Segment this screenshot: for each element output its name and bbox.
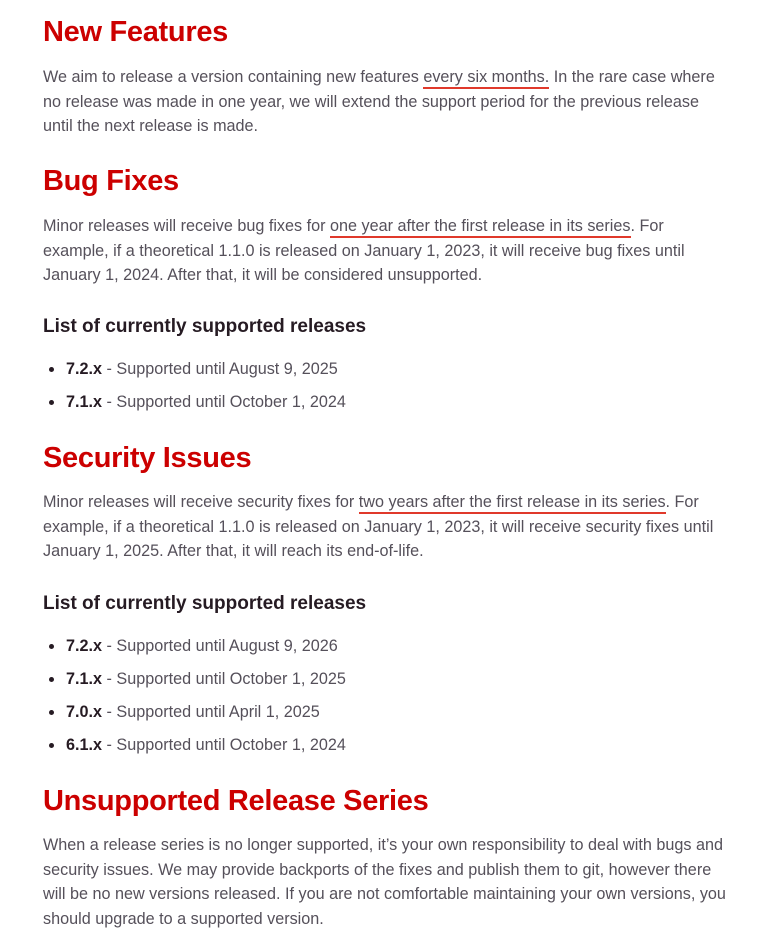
list-item	[43, 667, 733, 691]
release-support-date: - Supported until October 1, 2024	[102, 393, 346, 411]
release-version: 7.2.x	[66, 637, 103, 655]
security-issues-paragraph	[43, 490, 733, 564]
release-version: 7.1.x	[66, 393, 103, 411]
list-item	[43, 357, 733, 381]
bug-fixes-text-start: Minor releases will receive bug fixes for	[43, 217, 330, 235]
security-issues-heading: Security Issues	[43, 442, 252, 474]
security-release-list	[43, 634, 733, 757]
new-features-text-end: In the rare case where no release was made in one year, we will extend the support period for the previous release until the next release is made.	[43, 68, 715, 135]
list-item	[43, 634, 733, 658]
new-features-paragraph	[43, 65, 733, 139]
new-features-highlight: every six months.	[423, 68, 549, 89]
security-list-title: List of currently supported releases	[43, 593, 367, 614]
new-features-heading: New Features	[43, 16, 228, 48]
security-text-start: Minor releases will receive security fixes for	[43, 493, 359, 511]
release-support-date: - Supported until October 1, 2024	[102, 736, 346, 754]
list-item	[43, 733, 733, 757]
release-support-date: - Supported until October 1, 2025	[102, 670, 346, 688]
list-item	[43, 700, 733, 724]
release-version: 7.2.x	[66, 360, 103, 378]
bug-fixes-text-end: . For example, if a theoretical 1.1.0 is released on January 1, 2023, it will receive bug fixes until January 1, 2024. After that, it will be considered unsupported.	[43, 217, 685, 284]
release-support-date: - Supported until August 9, 2025	[102, 360, 338, 378]
bug-fixes-paragraph	[43, 214, 733, 288]
release-version: 7.0.x	[66, 703, 103, 721]
release-version: 7.1.x	[66, 670, 103, 688]
new-features-text-start: We aim to release a version containing new features	[43, 68, 424, 86]
security-text-end: . For example, if a theoretical 1.1.0 is released on January 1, 2023, it will receive security fixes until January 1, 2025. After that, it will reach its end-of-life.	[43, 493, 714, 560]
bug-fixes-highlight: one year after the first release in its series	[330, 217, 631, 238]
release-support-date: - Supported until August 9, 2026	[102, 637, 338, 655]
release-version: 6.1.x	[66, 736, 103, 754]
unsupported-paragraph: When a release series is no longer supported, it’s your own responsibility to deal with bugs and security issues. We may provide backports of the fixes and publish them to git, however there will be no new versions released. If you are not comfortable maintaining your own versions, you should upgrade to a supported version.	[43, 836, 726, 928]
list-item	[43, 390, 733, 414]
unsupported-heading: Unsupported Release Series	[43, 785, 429, 817]
bug-fixes-list-title: List of currently supported releases	[43, 316, 367, 337]
release-support-date: - Supported until April 1, 2025	[102, 703, 320, 721]
bug-fixes-heading: Bug Fixes	[43, 165, 179, 197]
bug-fixes-release-list	[43, 357, 733, 414]
security-highlight: two years after the first release in its series	[359, 493, 666, 514]
